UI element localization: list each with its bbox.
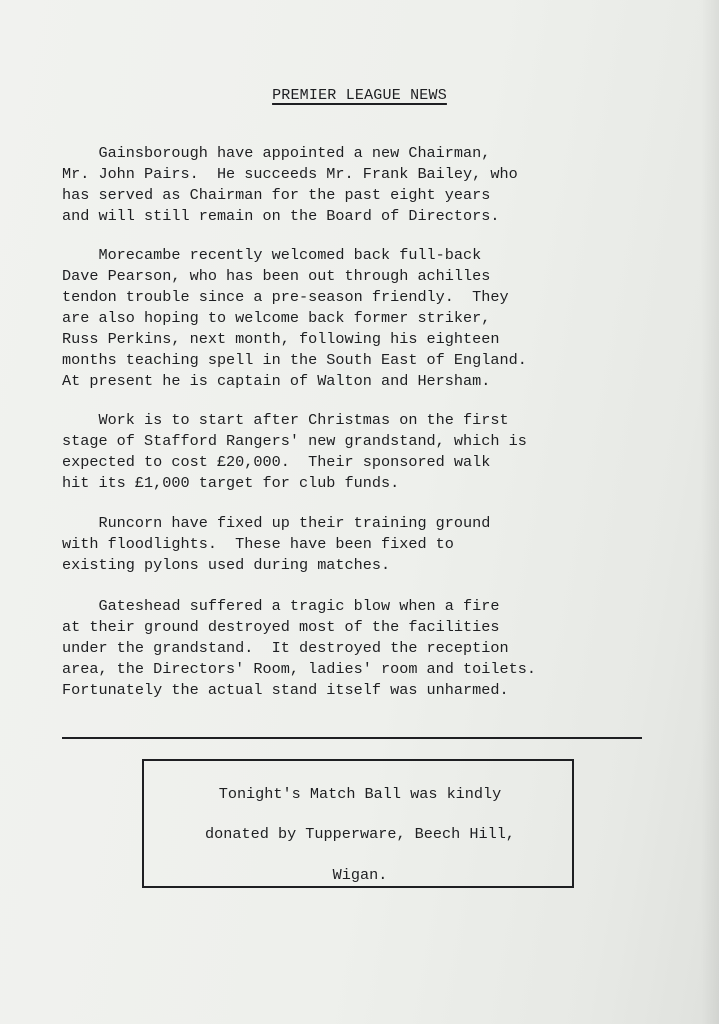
news-item-gateshead: Gateshead suffered a tragic blow when a fire at their ground destroyed most of the facilities under the grandstand. It destroyed the reception area, the Directors' Room, ladies' room and toilets. Fortunately the actual stand itself was unharmed. bbox=[62, 597, 536, 699]
notice-line-1: Tonight's Match Ball was kindly bbox=[218, 785, 502, 803]
news-item-runcorn: Runcorn have fixed up their training ground with floodlights. These have been fixed to existing pylons used during matches. bbox=[62, 514, 491, 574]
notice-line-2: donated by Tupperware, Beech Hill, bbox=[205, 825, 515, 843]
page-edge-shadow bbox=[701, 0, 719, 1024]
news-item-gainsborough: Gainsborough have appointed a new Chairman, Mr. John Pairs. He succeeds Mr. Frank Bailey, who has served as Chairman for the past eight years and will still remain on the Board of Directors. bbox=[62, 144, 518, 225]
news-item-morecambe: Morecambe recently welcomed back full-back Dave Pearson, who has been out through achilles tendon trouble since a pre-season friendly. They are also hoping to welcome back former striker, Russ Perkins, next month, following his eighteen months teaching spell in the South East of England. At present he is captain of Walton and Hersham. bbox=[62, 246, 527, 390]
page-title bbox=[0, 87, 719, 104]
page-title-text: PREMIER LEAGUE NEWS bbox=[272, 87, 447, 104]
notice-line-3: Wigan. bbox=[332, 866, 388, 884]
horizontal-divider bbox=[62, 737, 642, 739]
match-ball-notice-box bbox=[142, 759, 574, 888]
news-item-stafford-rangers: Work is to start after Christmas on the first stage of Stafford Rangers' new grandstand, which is expected to cost £20,000. Their sponsored walk hit its £1,000 target for club funds. bbox=[62, 411, 527, 492]
